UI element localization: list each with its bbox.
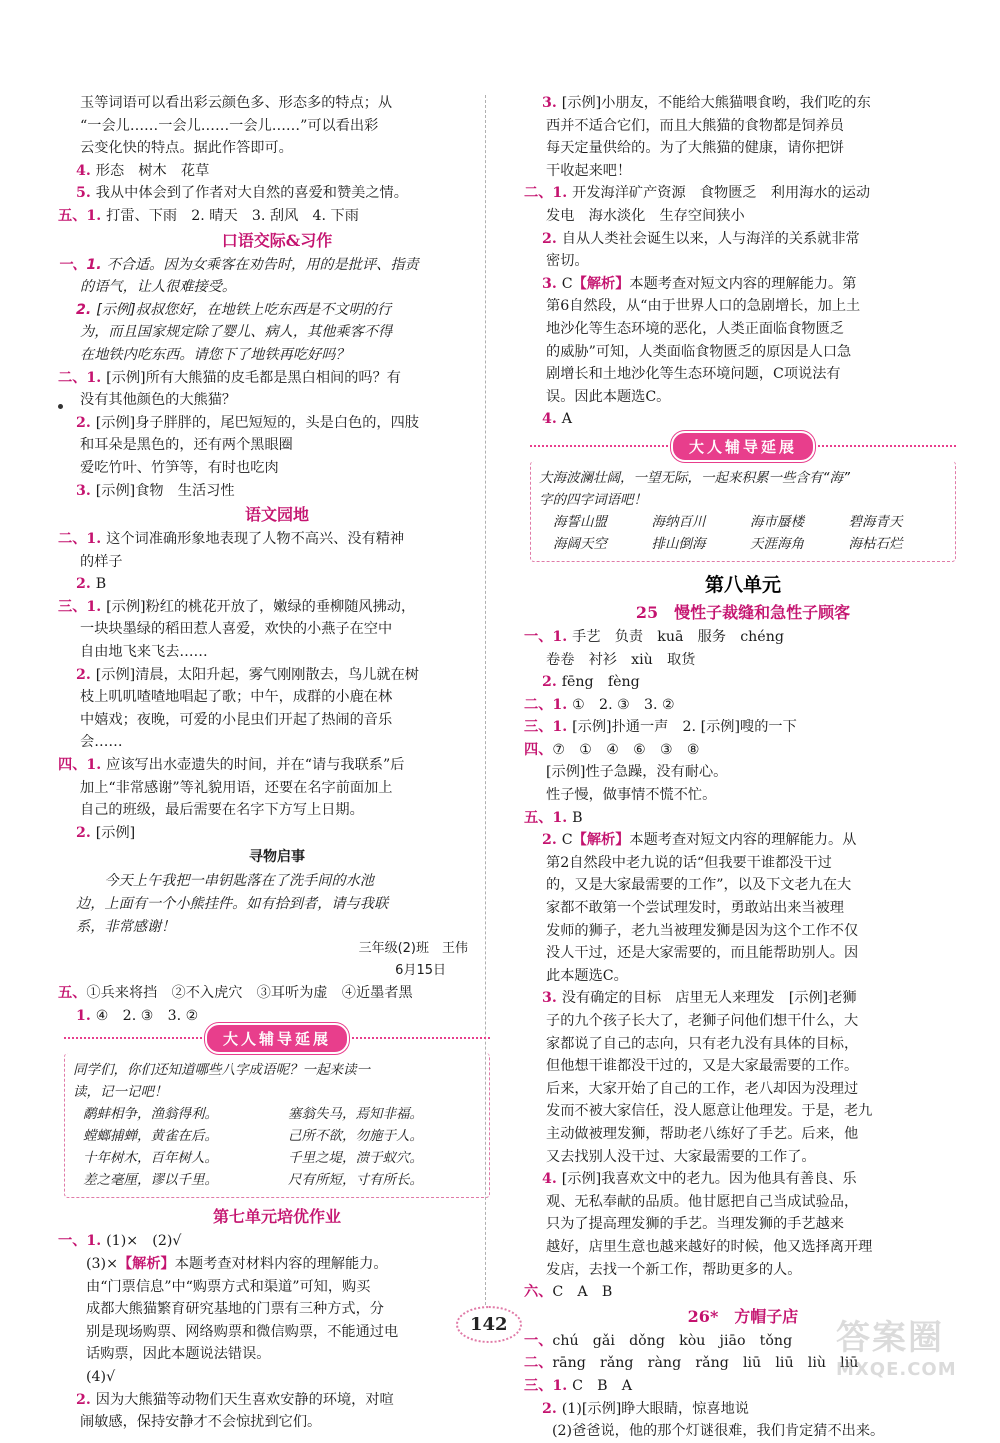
answer-line: 二、1. [示例]所有大熊猫的皮毛都是黑白相间的吗？有 <box>58 369 401 386</box>
page-number: 142 <box>462 1310 516 1339</box>
answer-line: 和耳朵是黑色的，还有两个黑眼圈 <box>80 437 293 454</box>
answer-line: 一块块墨绿的稻田惹人喜爱，欢快的小燕子在空中 <box>80 621 393 638</box>
answer-line: 一、chú gǎi dǒng kòu jiāo tǒng <box>524 1332 793 1349</box>
answer-line: 六、C A B <box>524 1284 613 1301</box>
extension-intro: 字的四字词语吧！ <box>539 491 647 508</box>
answer-line: 自己的班级，最后需要在名字下方写上日期。 <box>80 802 364 819</box>
idiom-item: 尺有所短，寸有所长。 <box>288 1172 423 1189</box>
answer-line: 加上“非常感谢”等礼貌用语，还要在名字前面加上 <box>80 779 393 796</box>
question-number: 二、1. <box>524 696 573 713</box>
answer-line: 成都大熊猫繁育研究基地的门票有三种方式，分 <box>86 1301 384 1318</box>
answer-line: 4. 形态 树木 花草 <box>76 162 210 179</box>
answers-block <box>58 982 496 1027</box>
question-number: 1. <box>76 1007 96 1024</box>
answer-line: 2. 自从人类社会诞生以来，人与海洋的关系就非常 <box>542 230 860 247</box>
watermark-text: 答案圈 <box>836 1318 944 1358</box>
answer-line: 5. 我从中体会到了作者对大自然的喜爱和赞美之情。 <box>76 185 408 202</box>
question-number: 五、1. <box>524 809 573 826</box>
answer-line: 云变化快的特点。据此作答即可。 <box>80 140 293 157</box>
right-column <box>524 92 962 1443</box>
answer-line: 家都不敢第一个尝试理发时，勇敢站出来当被理 <box>546 900 844 917</box>
question-number: 4. <box>542 411 562 428</box>
answer-line: 2. [示例]身子胖胖的，尾巴短短的，头是白色的，四肢 <box>76 414 419 431</box>
answer-line: 1. ④ 2. ③ 3. ② <box>76 1007 199 1024</box>
notice-line: 系，非常感谢！ <box>76 918 176 935</box>
question-number: 5. <box>76 185 96 202</box>
answers-block <box>58 1230 496 1433</box>
answer-line: (2)爸爸说，他的那个灯谜很难，我们肯定猜不出来。 <box>552 1423 885 1440</box>
answer-line: 4. [示例]我喜欢文中的老九。因为他具有善良、乐 <box>542 1171 857 1188</box>
answer-line: 2. 因为大熊猫等动物们天生喜欢安静的环境，对喧 <box>76 1391 394 1408</box>
question-number: 二、1. <box>58 531 107 548</box>
answers-block <box>58 528 496 844</box>
notice-title: 寻物启事 <box>249 849 305 866</box>
question-number: 3. <box>542 990 562 1007</box>
answer-line: (4)√ <box>86 1368 116 1385</box>
question-number: 一、1. <box>58 1233 107 1250</box>
question-number: 2. <box>76 301 97 318</box>
extension-box-left <box>64 1030 490 1053</box>
idiom-item: 鹬蚌相争，渔翁得利。 <box>83 1106 218 1123</box>
word-item: 排山倒海 <box>651 535 706 552</box>
answer-line: 后来，大家开始了自己的工作，老八却因为没理过 <box>546 1080 859 1097</box>
answer-line: 五、①兵来将挡 ②不入虎穴 ③耳听为虚 ④近墨者黑 <box>58 985 413 1002</box>
answer-line: 一、1. 不合适。因为女乘客在劝告时，用的是批评、指责 <box>58 256 419 273</box>
analysis-tag: 【解析】 <box>572 275 630 292</box>
answer-line: 四、⑦ ① ④ ⑥ ③ ⑧ <box>524 741 700 758</box>
idiom-item: 十年树木，百年树人。 <box>83 1150 218 1167</box>
answer-line: 2. [示例] <box>76 824 136 841</box>
question-number: 3. <box>76 482 96 499</box>
answer-line: 第6自然段，从“由于世界人口的急剧增长，加上土 <box>546 298 861 315</box>
section-title-oral: 口语交际&习作 <box>221 230 333 250</box>
answer-line: 的样子 <box>80 553 123 570</box>
answer-line: 没人干过，还是大家需要的，而且能帮助别人。因 <box>546 945 859 962</box>
question-number: 一、1. <box>524 628 573 645</box>
answer-line: 卷卷 衬衫 xiù 取货 <box>546 651 696 668</box>
answer-line: 五、1. 打雷、下雨 2. 晴天 3. 刮风 4. 下雨 <box>58 207 359 224</box>
word-item: 海市蜃楼 <box>750 513 804 530</box>
answer-line: 干收起来吧！ <box>546 162 632 179</box>
extension-banner: 大人辅导延展 <box>671 431 815 462</box>
answer-line: 性子慢，做事情不慌不忙。 <box>546 787 717 804</box>
notice-signature: 三年级(2)班 王伟 <box>358 941 468 957</box>
question-number: 3. <box>542 275 562 292</box>
answer-line: 2. C【解析】本题考查对短文内容的理解能力。从 <box>542 832 857 849</box>
answer-line: 密切。 <box>546 253 589 270</box>
answer-line: 发而不被大家信任，没人愿意让他理发。于是，老九 <box>546 1103 873 1120</box>
question-number: 一、 <box>524 1332 553 1349</box>
question-number: 2. <box>542 832 562 849</box>
lesson-title-26: 26* 方帽子店 <box>687 1306 799 1326</box>
answer-line: 西并不适合它们，而且大熊猫的食物都是饲养员 <box>546 117 844 134</box>
answer-line: 三、1. C B A <box>524 1377 633 1394</box>
question-number: 三、1. <box>58 598 107 615</box>
answer-line: 3. C【解析】本题考查对短文内容的理解能力。第 <box>542 275 857 292</box>
answer-line: 家都说了自己的志向，只有老九没有具体的目标， <box>546 1035 859 1052</box>
notice-date: 6月15日 <box>395 963 446 979</box>
idiom-item: 差之毫厘，谬以千里。 <box>83 1172 218 1189</box>
answer-line: 二、1. 开发海洋矿产资源 食物匮乏 利用海水的运动 <box>524 185 871 202</box>
answer-line: 没有其他颜色的大熊猫？ <box>80 392 237 409</box>
answer-line: 为，而且国家规定除了婴儿、病人，其他乘客不得 <box>80 324 393 341</box>
answer-line: 爱吃竹叶、竹笋等，有时也吃肉 <box>80 459 279 476</box>
answer-line: 玉等词语可以看出彩云颜色多、形态多的特点；从 <box>80 95 393 111</box>
answers-block <box>58 92 496 228</box>
answer-line: 2. [示例]叔叔您好，在地铁上吃东西是不文明的行 <box>76 301 392 318</box>
analysis-tag: 【解析】 <box>572 832 630 849</box>
question-number: 四、 <box>524 741 553 758</box>
question-number: 4. <box>76 162 96 179</box>
answer-line: 在地铁内吃东西。请您下了地铁再吃好吗？ <box>80 346 350 363</box>
answer-line: 主动做被理发狮，帮助老八练好了手艺。后来，他 <box>546 1125 859 1142</box>
answer-line: 越好，店里生意也越来越好的时候，他又选择离开理 <box>546 1238 873 1255</box>
answer-line: 二、rāng rǎng ràng rǎng liū liū liù liū <box>524 1355 859 1372</box>
question-number: 四、1. <box>58 757 107 774</box>
question-number: 五、1. <box>58 207 107 224</box>
answer-line: 误。因此本题选C。 <box>546 388 671 405</box>
question-number: 2. <box>542 1400 562 1417</box>
question-number: 二、1. <box>58 369 107 386</box>
answer-line: 的，又是大家最需要的工作”，以及下文老九在大 <box>546 877 852 894</box>
word-item: 天涯海角 <box>750 535 804 552</box>
answer-line: 此本题选C。 <box>546 967 628 984</box>
answer-line: 2. [示例]清晨，太阳升起，雾气刚刚散去，鸟儿就在树 <box>76 666 419 683</box>
answer-line: 4. A <box>542 411 573 428</box>
question-number: 六、 <box>524 1284 553 1301</box>
left-column <box>58 92 496 1434</box>
question-number: 2. <box>76 1391 96 1408</box>
unit-title: 第八单元 <box>704 573 781 596</box>
idiom-item: 螳螂捕蝉，黄雀在后。 <box>83 1128 218 1145</box>
question-number: 3. <box>542 95 562 111</box>
extension-banner: 大人辅导延展 <box>205 1023 349 1054</box>
question-number: 三、1. <box>524 1377 573 1394</box>
extension-box-right <box>530 437 956 461</box>
idiom-item: 己所不欲，勿施于人。 <box>288 1128 423 1145</box>
answer-line: 三、1. [示例]扑通一声 2. [示例]嗖的一下 <box>524 719 797 736</box>
answer-line: [示例]性子急躁，没有耐心。 <box>546 764 728 781</box>
notice-line: 边，上面有一个小熊挂件。如有拾到者，请与我联 <box>76 896 389 912</box>
word-item: 海纳百川 <box>651 513 706 530</box>
question-number: 二、 <box>524 1355 553 1372</box>
answer-line: 一、1. (1)× (2)√ <box>58 1233 182 1250</box>
answer-line: 三、1. [示例]粉红的桃花开放了，嫩绿的垂柳随风拂动， <box>58 598 416 615</box>
word-item: 海枯石烂 <box>848 535 903 552</box>
answers-block <box>58 254 496 503</box>
lesson-title-25: 25 慢性子裁缝和急性子顾客 <box>635 602 851 622</box>
answer-line: 观、无私奉献的品质。他甘愿把自己当成试验品， <box>546 1193 859 1210</box>
question-number: 二、1. <box>524 185 573 202</box>
answer-line: 自由地飞来飞去…… <box>80 644 208 661</box>
answer-line: 第2自然段中老九说的话“但我要干谁都没干过 <box>546 854 832 871</box>
word-item: 海阔天空 <box>553 535 607 552</box>
answer-line: 五、1. B <box>524 809 583 826</box>
answers-block <box>524 626 962 1304</box>
answer-line: (3)×【解析】本题考查对材料内容的理解能力。 <box>86 1255 388 1272</box>
answer-line: 地沙化等生态环境的恶化，人类正面临食物匮乏 <box>546 320 844 337</box>
word-item: 碧海青天 <box>848 513 903 530</box>
idiom-item: 千里之堤，溃于蚁穴。 <box>288 1150 423 1167</box>
answer-line: 二、1. 这个词准确形象地表现了人物不高兴、没有精神 <box>58 531 405 548</box>
question-number: 一、1. <box>58 256 107 273</box>
analysis-tag: 【解析】 <box>117 1255 175 1272</box>
answer-line: 3. [示例]小朋友，不能给大熊猫喂食哟，我们吃的东 <box>542 95 871 111</box>
question-number: 2. <box>542 674 562 691</box>
section-title-unit7: 第七单元培优作业 <box>212 1207 341 1227</box>
question-number: 4. <box>542 1171 562 1188</box>
answer-line: 发师的狮子，老九当被理发狮是因为这个工作不仅 <box>546 922 859 939</box>
answer-line: 子的九个孩子长大了，老狮子问他们想干什么，大 <box>546 1013 859 1029</box>
question-number: 2. <box>76 824 96 841</box>
answer-line: 闹敏感，保持安静才不会惊扰到它们。 <box>80 1414 322 1431</box>
extension-content <box>530 461 956 562</box>
extension-content <box>64 1053 490 1198</box>
extension-intro: 同学们，你们还知道哪些八字成语呢？一起来读一 <box>73 1062 370 1079</box>
watermark-logo <box>836 1310 986 1380</box>
answer-line: 3. 没有确定的目标 店里无人来理发 [示例]老狮 <box>542 990 857 1007</box>
question-number: 三、1. <box>524 719 573 736</box>
answer-line: “一会儿……一会儿……一会儿……”可以看出彩 <box>80 117 379 134</box>
answer-line: 中嬉戏；夜晚，可爱的小昆虫们开起了热闹的音乐 <box>80 711 393 728</box>
idiom-item: 塞翁失马，焉知非福。 <box>288 1106 423 1123</box>
question-number: 2. <box>76 414 96 431</box>
answer-line: 只为了提高理发狮的手艺。当理发狮的手艺越来 <box>546 1216 844 1233</box>
answer-line: 发店，去找一个新工作，帮助更多的人。 <box>546 1261 802 1278</box>
answers-block <box>524 92 962 431</box>
answer-line: 发电 海水淡化 生存空间狭小 <box>546 207 745 224</box>
answer-line: 一、1. 手艺 负责 kuā 服务 chéng <box>524 628 784 645</box>
extension-intro: 读，记一记吧！ <box>73 1084 168 1101</box>
answer-line: 枝上叽叽喳喳地唱起了歌；中午，成群的小鹿在林 <box>80 689 393 706</box>
answer-line: 四、1. 应该写出水壶遗失的时间，并在“请与我联系”后 <box>58 757 405 774</box>
word-item: 海誓山盟 <box>553 513 607 530</box>
notice-line: 今天上午我把一串钥匙落在了洗手间的水池 <box>76 873 374 890</box>
answer-line: 但他想干谁都没干过的，又是大家最需要的工作。 <box>546 1058 859 1075</box>
idiom-grid <box>73 1103 481 1191</box>
answer-line: 剧增长和土地沙化等生态环境问题，C项说法有 <box>546 366 841 383</box>
answer-line: 又去找别人没干过、大家最需要的工作了。 <box>546 1148 816 1165</box>
answer-line: 2. B <box>76 576 107 593</box>
section-title-garden: 语文园地 <box>244 505 309 525</box>
question-number: 2. <box>76 666 96 683</box>
answer-line: 由“门票信息”中“购票方式和渠道”可知，购买 <box>86 1278 371 1295</box>
question-number: 2. <box>76 576 96 593</box>
answer-line: 3. [示例]食物 生活习性 <box>76 482 235 499</box>
answer-line: 二、1. ① 2. ③ 3. ② <box>524 696 675 713</box>
question-number: 五、 <box>58 985 87 1002</box>
answer-line: 话购票，因此本题说法错误。 <box>86 1346 271 1363</box>
answer-line: 每天定量供给的。为了大熊猫的健康，请你把饼 <box>546 140 844 157</box>
extension-intro: 大海波澜壮阔，一望无际，一起来积累一些含有“海” <box>539 469 850 486</box>
question-number: 2. <box>542 230 562 247</box>
answer-line: 别是现场购票、网络购票和微信购票，不能通过电 <box>86 1323 399 1340</box>
answer-line: 的威胁”可知，人类面临食物匮乏的原因是人口急 <box>546 343 852 360</box>
answer-line: 会…… <box>80 734 123 751</box>
watermark-url: MXQE.COM <box>836 1359 957 1380</box>
answer-line: 2. fēng fèng <box>542 674 640 691</box>
answer-line: 的语气，让人很难接受。 <box>80 279 237 296</box>
word-grid <box>539 511 947 555</box>
answer-line: 2. (1)[示例]睁大眼睛，惊喜地说 <box>542 1400 749 1417</box>
